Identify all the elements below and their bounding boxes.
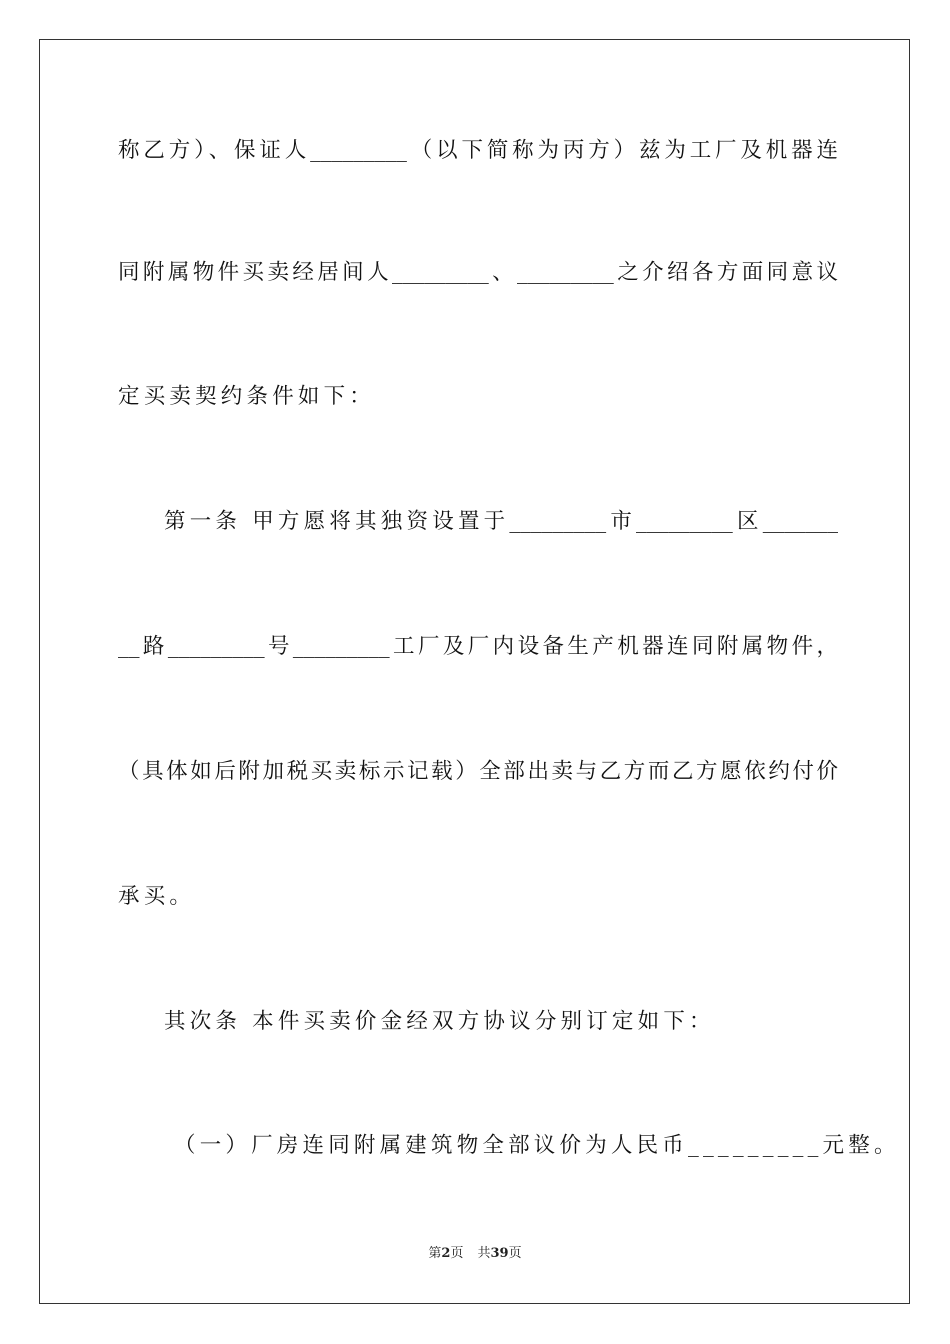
article-1-line-2: __路_________号_________工厂及厂内设备生产机器连同附属物件， (118, 634, 838, 659)
page-current: 2 (441, 1246, 451, 1261)
article-1-line-4: 承买。 (118, 884, 196, 909)
article-2-line-1: 其次条 本件买卖价金经双方协议分别订定如下： (164, 1009, 715, 1034)
page-border (39, 39, 910, 1304)
page-footer (0, 1246, 950, 1262)
page-total: 39 (490, 1246, 509, 1261)
article-2-item-1: （一）厂房连同附属建筑物全部议价为人民币_________元整。 (174, 1133, 900, 1158)
body-line-2: 同附属物件买卖经居间人_________、_________之介绍各方面同意议 (118, 260, 838, 285)
body-line-1: 称乙方）、保证人_________（以下简称为丙方）兹为工厂及机器连 (118, 138, 838, 163)
body-line-3: 定买卖契约条件如下： (118, 384, 376, 409)
article-1-line-1: 第一条 甲方愿将其独资设置于_________市_________区_______ (164, 509, 838, 534)
article-1-line-3: （具体如后附加税买卖标示记载）全部出卖与乙方而乙方愿依约付价 (118, 759, 838, 784)
page-prefix: 第 (428, 1246, 442, 1261)
page-suffix: 页 (450, 1246, 464, 1261)
total-suffix: 页 (508, 1246, 522, 1261)
total-prefix: 共 (477, 1246, 491, 1261)
